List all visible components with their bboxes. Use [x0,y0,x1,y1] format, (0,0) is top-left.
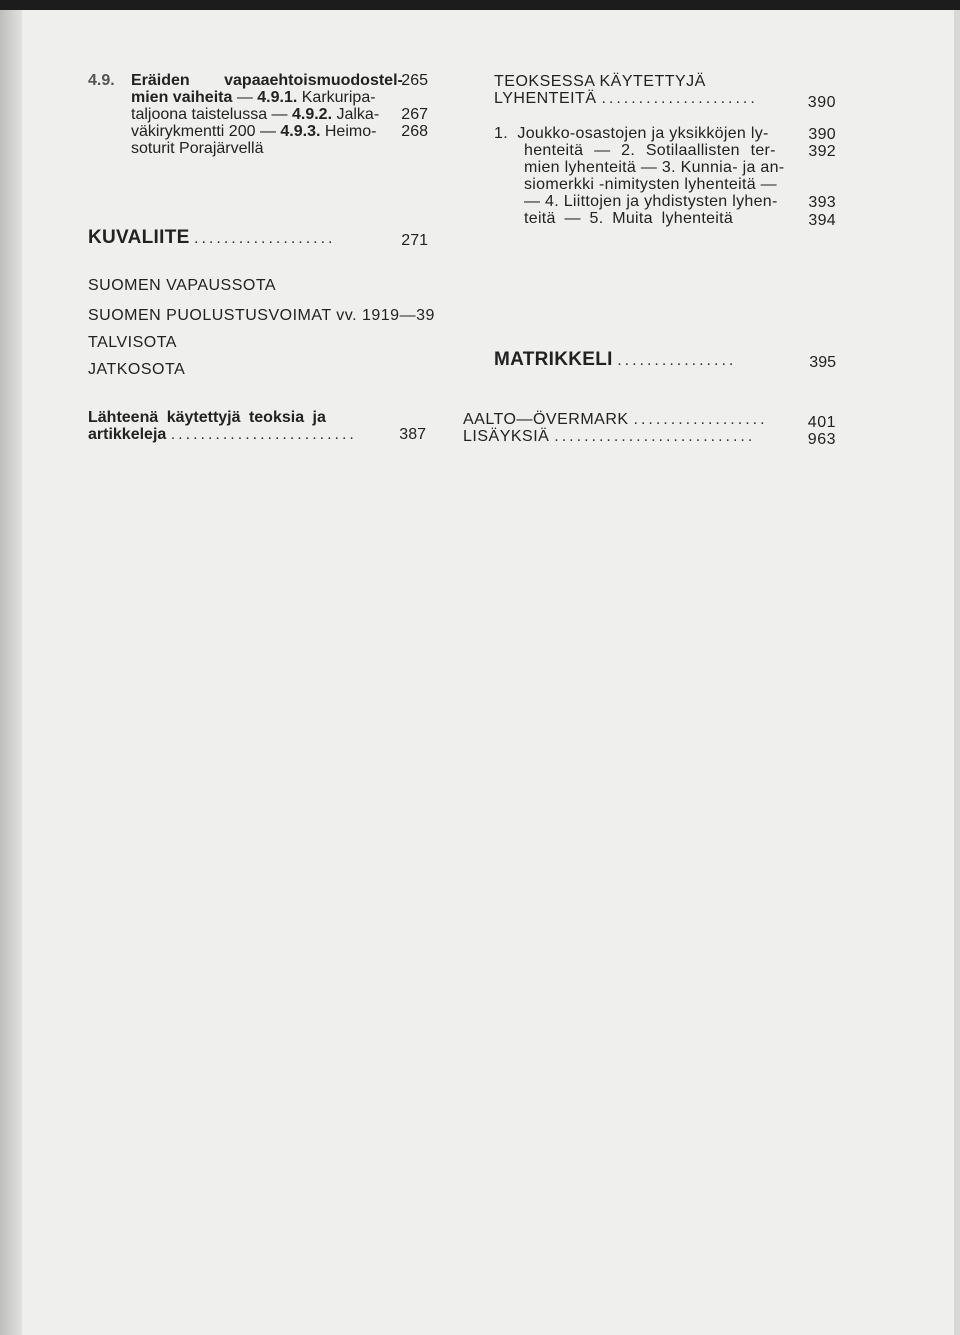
page-number: 393 [808,194,836,211]
kuvaliite-label: KUVALIITE [88,227,190,248]
page-edge [954,10,960,1335]
abbrev-sub-line: henteitä — 2. Sotilaallisten ter- [524,142,776,159]
entry-number: 4.9. [88,72,115,89]
page-number: 394 [808,212,836,229]
leader-dots: ..................... [601,90,758,107]
page-number: 963 [807,431,836,448]
entry-title-line2: mien vaiheita [131,89,233,106]
abbrev-heading-line1: TEOKSESSA KÄYTETTYJÄ [494,73,706,90]
matrikkeli-label: MATRIKKELI [494,349,613,370]
toc-entry-lisayksia [463,428,836,448]
page-number: 268 [401,123,428,140]
entry-title-line1: Eräiden vapaaehtoismuodostel- [131,72,403,89]
page-number: 401 [807,414,836,431]
abbrev-sub-line: teitä — 5. Muita lyhenteitä [524,210,734,227]
page-number: 390 [807,94,836,111]
abbrev-sub-line: siomerkki -nimitysten lyhenteitä — [524,176,777,193]
section-heading: SUOMEN VAPAUSSOTA [88,277,277,294]
abbrev-sub-line: — 4. Liittojen ja yhdistysten lyhen- [524,193,778,210]
page-number: 387 [399,426,426,443]
leader-dots: ................... [194,230,336,247]
toc-entry-abbreviations [494,73,836,111]
aalto-label: AALTO—ÖVERMARK [463,411,629,428]
book-spine-shadow [0,10,22,1335]
abbrev-heading-line2: LYHENTEITÄ [494,90,597,107]
page-number: 267 [401,106,428,123]
abbrev-sub-line: mien lyhenteitä — 3. Kunnia- ja an- [524,159,785,176]
section-heading: TALVISOTA [88,334,177,351]
leader-dots: ................ [617,352,737,369]
abbrev-sub-line: 1. Joukko-osastojen ja yksikköjen ly- [494,125,769,142]
entry-sub-line5: soturit Porajärvellä [131,140,264,157]
lisayksia-label: LISÄYKSIÄ [463,428,550,445]
sources-line2: artikkeleja [88,426,167,443]
leader-dots: ........................... [554,428,756,445]
page-number: 392 [808,143,836,160]
leader-dots: .................. [633,411,768,428]
entry-sub-line3: taljoona taistelussa — [131,106,292,123]
page-number: 271 [401,232,428,249]
toc-entry-matrikkeli [494,351,836,373]
section-heading: SUOMEN PUOLUSTUSVOIMAT vv. 1919—39 [88,307,435,324]
section-heading: JATKOSOTA [88,361,186,378]
scan-top-border [0,0,960,10]
page-number: 265 [401,72,428,89]
toc-entry-kuvaliite [88,229,428,251]
toc-entry-4-9: 4.9. Eräiden vapaaehtoismuodostel- 265 mien vaiheita — 4.9.1. Karkuripa- taljoona taistelussa — 4.9.2. Jalka- 267 väkirykmentti 200 — 4.9.3. Heimo- 268 soturit Porajärvellä [88,72,428,157]
page-number: 390 [808,126,836,143]
leader-dots: ......................... [170,426,357,443]
abbrev-sublist [494,125,836,227]
entry-sub-line4: väkirykmentti 200 — [131,123,281,140]
sources-line1: Lähteenä käytettyjä teoksia ja [88,409,326,426]
toc-entry-sources [88,409,426,443]
page-number: 395 [809,354,836,371]
